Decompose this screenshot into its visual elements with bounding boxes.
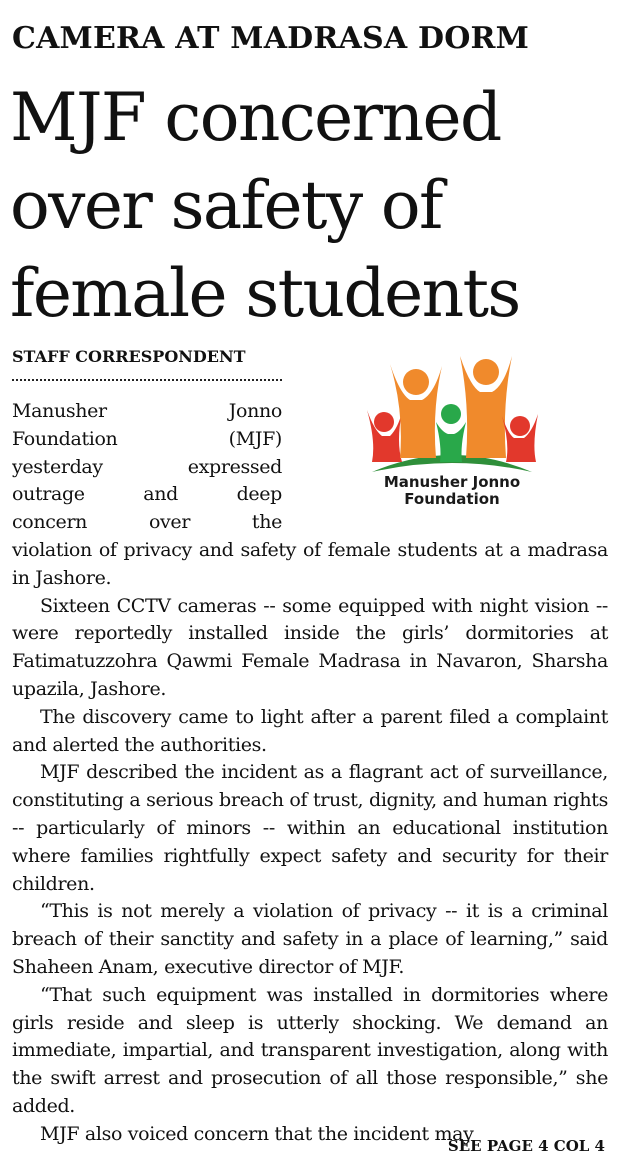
- lead-line: concern over the: [12, 511, 282, 534]
- headline-line: over safety of: [10, 167, 442, 244]
- paragraph: “This is not merely a violation of privacy -- it is a criminal breach of their sanctity and safety in a place of learning,” said Shaheen Anam, executive director of MJF.: [12, 900, 608, 978]
- kicker: CAMERA AT MADRASA DORM: [12, 21, 530, 56]
- lead-line: Manusher Jonno: [12, 400, 282, 422]
- paragraph: MJF also voiced concern that the incident may: [40, 1122, 474, 1145]
- byline: STAFF CORRESPONDENT: [12, 347, 246, 366]
- headline-line: female students: [10, 255, 520, 332]
- paragraph: “That such equipment was installed in dormitories where girls reside and sleep is utterly shocking. We demand an immediate, impartial, and transparent investigation, along with the swift arrest and prosecution of all those responsible,” she added.: [12, 983, 608, 1117]
- paragraph: Sixteen CCTV cameras -- some equipped with night vision -- were reportedly installed inside the girls’ dormitories at Fatimatuzzohra Qawmi Female Madrasa in Navaron, Sharsha upazila, Jashore.: [12, 594, 608, 700]
- paragraph: The discovery came to light after a parent filed a complaint and alerted the authorities.: [12, 705, 608, 756]
- lead-line: outrage and deep: [12, 483, 282, 506]
- logo-figure-head: [403, 369, 429, 395]
- lead-line: yesterday expressed: [12, 455, 282, 478]
- logo-text-line: Manusher Jonno: [383, 473, 521, 491]
- logo-text-line: Foundation: [404, 490, 500, 508]
- headline-line: MJF concerned: [10, 79, 501, 156]
- lead-paragraph-rest: violation of privacy and safety of female students at a madrasa in Jashore.: [12, 538, 608, 589]
- lead-line: Foundation (MJF): [12, 427, 282, 450]
- logo-figure-head: [473, 359, 499, 385]
- lead-paragraph-wrapped: [12, 398, 282, 537]
- headline: [10, 74, 610, 338]
- byline-divider: [12, 379, 282, 381]
- paragraph: MJF described the incident as a flagrant act of surveillance, constituting a serious breach of trust, dignity, and human rights -- particularly of minors -- within an educational institution where families rightfully expect safety and security for their children.: [12, 761, 608, 895]
- article-body: [12, 398, 608, 1149]
- continued-jump-line: SEE PAGE 4 COL 4: [447, 1137, 605, 1155]
